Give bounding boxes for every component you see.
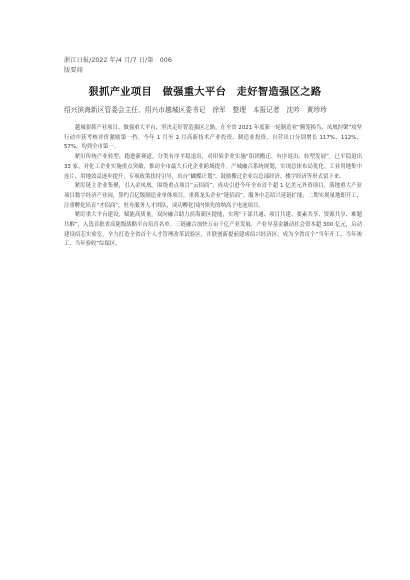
- paragraph-3: 紧盯链主企业集聚，引入金凤凰。围绕重点项目“云招商”，成功引进今年全市首个超 1 亿美元外资项目，落地重大产业项目数字经济产业园，签约百亿级制造业单体项目。重抓龙头企业“链招商”，服务中芯绍兴延链扩能，二期实现量地即开工，注重孵化培育“才招商”，驻舟服务人才团队，成功孵化国内领先的纳高子电池项目。: [64, 183, 362, 209]
- publication-meta: [64, 56, 364, 75]
- paragraph-1: 越城狠抓产业项目、做强重大平台，坚决走好智造强区之路，在全省 2021 年度新一轮制造业“腾笼换鸟、凤凰涅槃”攻坚行动中获考核评价激励第一档。今年 1 月至 2 月高新技术产业投资、制造业投资、自营出口分别增长 117%、112%、57%，均列全市第一。: [64, 125, 362, 151]
- section-line: 版要闻: [64, 66, 83, 74]
- source-line: 浙江日报/2022 年/4 月/7 日/第 006: [64, 57, 172, 64]
- article-title: 狠抓产业项目 做强重大平台 走好智造强区之路: [88, 87, 322, 98]
- paragraph-4: 紧盯重大平台建设，赋能高质量。双向融合助力滨海新区提能，实现“干部共通、项目共建、要素共享、资源共享、难题共解”，入选首批省高能级战略平台培育名单。三链融合加快万亩千亿产业发展，产业导基金撬动社会资本超 300 亿元，启动建设绍芯实验室，全力打造全省首个人才管理改革试验区，并联创新提前建成绍兴经济区，成为全省首个“当年开工、当年竣工、当年验收”综保区。: [64, 212, 362, 248]
- article-body: [64, 124, 362, 250]
- paragraph-2: 紧盯传统产业转型，跑进新赛道。分类有序平稳退出，对印染企业实施“组团搬迁、有序退出、转型发展”，已平稳退出 33 家。对化工企业实施重点突破，推动全市最大石化企业跨域提升。产城融合系统规划，实现总体布局优化。工业用地集中连片，用地效益逐步提升，专项政策扶持引导，出台“蝴蝶计划”，鼓励搬迁企业以总部经济、楼宇经济等形式留下来。: [64, 154, 362, 180]
- article-byline: 绍兴滨海新区管委会主任、绍兴市越城区委书记 徐军 整理 本报记者 沈吟 黄珍珍: [64, 106, 328, 114]
